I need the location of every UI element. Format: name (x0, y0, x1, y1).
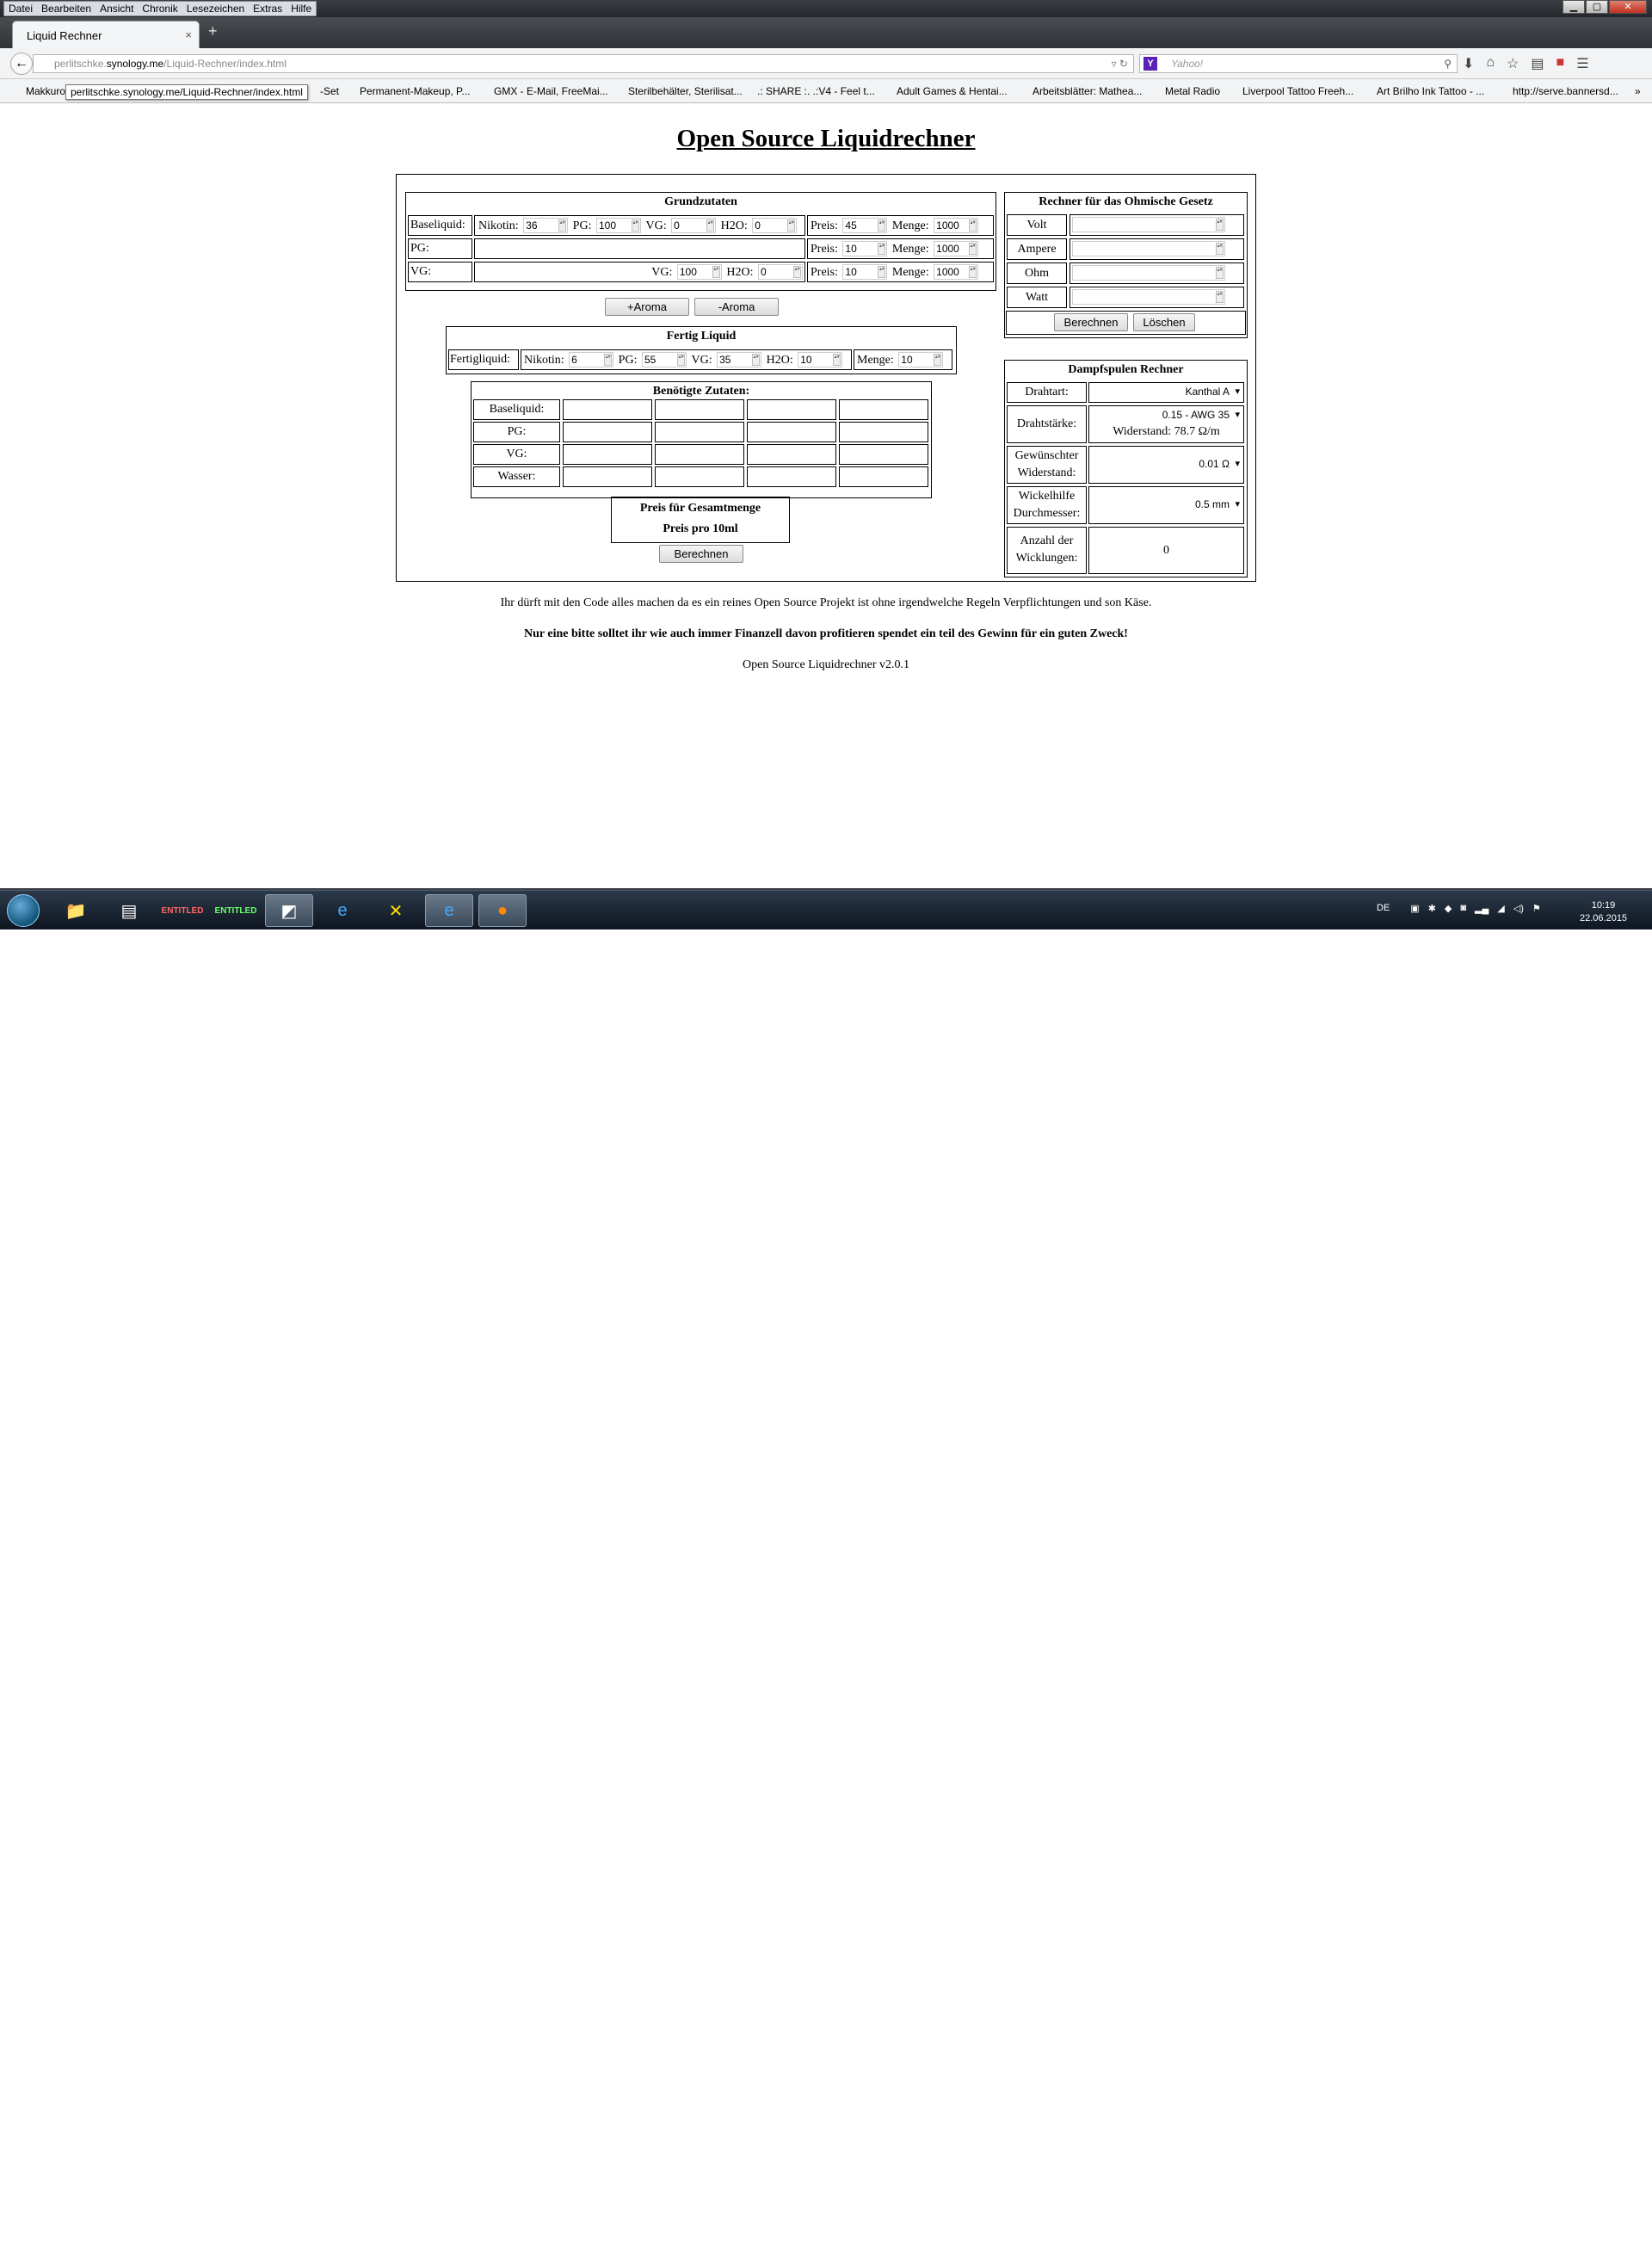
spinner-icon[interactable]: ▴▾ (969, 243, 977, 255)
spinner-icon[interactable]: ▴▾ (878, 243, 885, 255)
menge-label: Menge: (891, 243, 929, 256)
remove-aroma-button[interactable]: -Aroma (694, 298, 779, 316)
clock-date: 22.06.2015 (1580, 913, 1628, 923)
base-menge-input[interactable]: 1000 ▴▾ (934, 218, 978, 233)
add-aroma-button[interactable]: +Aroma (605, 298, 689, 316)
window-app-icon[interactable]: ◩ (265, 894, 313, 927)
bookmark-item[interactable]: Liverpool Tattoo Freeh... (1242, 85, 1354, 97)
preis-label: Preis: (811, 243, 838, 256)
menu-bearbeiten[interactable]: Bearbeiten (41, 3, 92, 15)
wickel-label-line2: Durchmesser: (1013, 507, 1081, 520)
dampf-caption: Dampfspulen Rechner (1068, 363, 1184, 376)
tray-icon[interactable]: ◆ (1444, 904, 1452, 914)
bookmark-item[interactable]: http://serve.bannersd... (1513, 85, 1618, 97)
bookmark-item[interactable]: Metal Radio (1165, 85, 1221, 97)
spinner-icon[interactable]: ▴▾ (934, 354, 941, 366)
spinner-icon[interactable]: ▴▾ (1216, 291, 1224, 303)
tray-icon[interactable]: ✱ (1427, 904, 1436, 914)
vg-row-label: VG: (408, 262, 472, 282)
benoetigt-caption: Benötigte Zutaten: (652, 385, 750, 398)
notepad-icon[interactable]: ▤ (120, 901, 138, 921)
volume-icon[interactable]: ◁) (1513, 904, 1524, 914)
bookmark-item[interactable]: -Set (320, 85, 340, 97)
base-pg-input[interactable]: 100 ▴▾ (596, 218, 641, 233)
spinner-icon[interactable]: ▴▾ (558, 219, 566, 232)
ohm-value-cell (1069, 238, 1244, 260)
spinner-icon[interactable]: ▴▾ (604, 354, 612, 366)
menu-extras[interactable]: Extras (253, 3, 283, 15)
yahoo-logo-icon: Y (1143, 57, 1157, 71)
fertig-composition-cell (521, 349, 852, 370)
bookmarks-overflow-icon[interactable]: » (1635, 85, 1641, 97)
network-icon[interactable]: ▂▄ (1475, 904, 1489, 914)
close-window-button[interactable]: ✕ (1609, 0, 1647, 14)
tray-icon[interactable]: ◙ (1460, 903, 1467, 913)
tab-liquid-rechner[interactable] (12, 21, 200, 48)
fertig-nikotin-input[interactable]: 6 ▴▾ (569, 352, 613, 367)
footer-license-text: Ihr dürft mit den Code alles machen da es ein reines Open Source Projekt ist ohne irgendwelche Regeln Verpflichtungen und son Käse. (500, 596, 1152, 609)
benoetigt-row-label: Wasser: (473, 466, 560, 487)
menu-datei[interactable]: Datei (9, 3, 34, 15)
drahtart-label: Drahtart: (1007, 382, 1087, 403)
vg-menge-input[interactable]: 1000 ▴▾ (934, 264, 978, 280)
page-title: Open Source Liquidrechner (676, 125, 976, 152)
fertigliquid-label: Fertigliquid: (448, 349, 519, 370)
fertig-menge-cell (854, 349, 952, 370)
spinner-icon[interactable]: ▴▾ (833, 354, 841, 366)
benoetigt-value-cell (839, 422, 928, 442)
tab-title: Liquid Rechner (27, 29, 102, 42)
pg-row-label: PG: (408, 238, 472, 259)
footer-version: Open Source Liquidrechner v2.0.1 (743, 658, 909, 671)
fertig-menge-input[interactable]: 10 ▴▾ (898, 352, 943, 367)
spinner-icon[interactable]: ▴▾ (878, 266, 885, 278)
vg-label: VG: (645, 219, 667, 232)
firefox-icon[interactable]: ● (478, 894, 527, 927)
ohm-row-label: Ampere (1007, 238, 1067, 260)
h2o-label: H2O: (720, 219, 748, 232)
widerstand-value: Widerstand: 78.7 Ω/m (1113, 425, 1220, 438)
fertig-pg-input[interactable]: 55 ▴▾ (642, 352, 687, 367)
spinner-icon[interactable]: ▴▾ (878, 219, 885, 232)
vg-label: VG: (691, 354, 712, 367)
close-tab-icon[interactable]: × (185, 28, 192, 41)
calculator-container (396, 174, 1256, 582)
nikotin-label: Nikotin: (524, 354, 564, 367)
spinner-icon[interactable]: ▴▾ (677, 354, 685, 366)
h2o-label: H2O: (766, 354, 793, 367)
ohm-value-cell (1069, 287, 1244, 308)
fertig-h2o-input[interactable]: 10 ▴▾ (798, 352, 842, 367)
benoetigt-value-cell (747, 422, 836, 442)
bookmark-item[interactable]: Sterilbehälter, Sterilisat... (628, 85, 743, 97)
back-button[interactable] (10, 52, 33, 75)
tab-bar (0, 17, 1652, 48)
clock[interactable] (1580, 899, 1627, 925)
start-button[interactable] (7, 894, 40, 927)
pg-menge-input[interactable]: 1000 ▴▾ (934, 241, 978, 256)
spinner-icon[interactable]: ▴▾ (1216, 267, 1224, 279)
preis-label: Preis: (811, 219, 838, 232)
spinner-icon[interactable]: ▴▾ (1216, 243, 1224, 255)
vg-composition-cell (474, 262, 805, 282)
benoetigt-value-cell (839, 444, 928, 465)
url-domain: synology.me (106, 58, 164, 70)
benoetigt-value-cell (655, 466, 744, 487)
internet-explorer-icon[interactable]: e (425, 894, 473, 927)
wickel-label-line1: Wickelhilfe (1018, 490, 1076, 503)
footer-donation-text: Nur eine bitte solltet ihr wie auch immer Finanzell davon profitieren spendet ein teil des Gewinn für ein guten Zweck! (524, 627, 1128, 640)
preis-box (611, 497, 790, 543)
internet-explorer-icon[interactable]: e (337, 900, 348, 920)
menu-ansicht[interactable]: Ansicht (100, 3, 134, 15)
clock-time: 10:19 (1591, 900, 1616, 911)
bookmark-item[interactable]: Permanent-Makeup, P... (360, 85, 471, 97)
base-price-cell (807, 215, 994, 236)
ohm-caption: Rechner für das Ohmische Gesetz (1039, 195, 1213, 208)
download-icon[interactable]: ⬇ (1463, 57, 1475, 71)
bookmark-item[interactable]: .: SHARE :. .:V4 - Feel t... (757, 85, 875, 97)
spinner-icon[interactable]: ▴▾ (787, 219, 795, 232)
spinner-icon[interactable]: ▴▾ (712, 266, 720, 278)
spinner-icon[interactable]: ▴▾ (793, 266, 801, 278)
benoetigt-row-label: VG: (473, 444, 560, 465)
anzahl-label-line2: Wicklungen: (1015, 552, 1078, 565)
preis-gesamtmenge-label: Preis für Gesamtmenge (639, 502, 761, 515)
flag-icon[interactable]: ⚑ (1532, 904, 1541, 914)
new-tab-button[interactable]: + (208, 22, 218, 40)
ohm-loeschen-button[interactable]: Löschen (1133, 313, 1195, 331)
addon-icon[interactable]: ■ (1556, 55, 1565, 70)
app-icon[interactable]: ✕ (388, 901, 404, 921)
navigation-bar (0, 48, 1652, 79)
ohm-value-input[interactable] (1072, 217, 1225, 232)
pg-preis-input[interactable]: 10 ▴▾ (842, 241, 887, 256)
minimize-button[interactable]: ▁ (1563, 0, 1585, 14)
app-icon[interactable]: ENTITLED (214, 905, 257, 916)
vg-h2o-input[interactable]: 0 ▴▾ (758, 264, 803, 280)
ohm-berechnen-button[interactable]: Berechnen (1054, 313, 1128, 331)
grundzutaten-caption: Grundzutaten (664, 195, 737, 208)
wickelhilfe-cell (1088, 486, 1244, 524)
menu-hilfe[interactable]: Hilfe (291, 3, 312, 15)
ohm-row-label: Volt (1007, 214, 1067, 236)
anzahl-wicklungen-value: 0 (1088, 527, 1244, 574)
tray-icon[interactable]: ▣ (1410, 904, 1420, 914)
explorer-icon[interactable]: 📁 (65, 901, 87, 921)
gewuenscht-widerstand-select[interactable]: 0.01 Ω ▾ (1091, 458, 1242, 472)
base-nikotin-input[interactable]: 36 ▴▾ (523, 218, 568, 233)
benoetigt-row-label: PG: (473, 422, 560, 442)
h2o-label: H2O: (726, 266, 754, 279)
url-prefix: perlitschke. (54, 58, 107, 70)
ohm-value-input[interactable] (1072, 265, 1225, 281)
baseliquid-label: Baseliquid: (408, 215, 472, 236)
gewuenscht-cell (1088, 446, 1244, 484)
bookmark-star-icon[interactable]: ☆ (1507, 57, 1519, 71)
benoetigt-value-cell (747, 444, 836, 465)
bookmark-item[interactable]: Art Brilho Ink Tattoo - ... (1377, 85, 1485, 97)
fertig-caption: Fertig Liquid (666, 330, 737, 343)
ohm-value-cell (1069, 214, 1244, 236)
anzahl-label (1007, 527, 1087, 574)
back-arrow-icon: ← (15, 56, 28, 71)
drahtstaerke-select[interactable]: 0.15 - AWG 35 ▾ (1091, 409, 1242, 423)
benoetigt-value-cell (839, 399, 928, 420)
benoetigt-value-cell (563, 466, 652, 487)
url-tooltip: perlitschke.synology.me/Liquid-Rechner/index.html (65, 84, 308, 100)
menu-hamburger-icon[interactable]: ☰ (1576, 57, 1589, 71)
benoetigt-value-cell (563, 444, 652, 465)
search-input[interactable] (1139, 54, 1458, 73)
vg-vg-input[interactable]: 100 ▴▾ (677, 264, 722, 280)
benoetigt-value-cell (839, 466, 928, 487)
language-indicator[interactable]: DE (1377, 903, 1390, 913)
nikotin-label: Nikotin: (478, 219, 519, 232)
benoetigt-value-cell (563, 422, 652, 442)
benoetigt-value-cell (655, 399, 744, 420)
spinner-icon[interactable]: ▴▾ (752, 354, 760, 366)
ohm-value-cell (1069, 262, 1244, 284)
fertig-liquid-table (446, 326, 957, 374)
base-preis-input[interactable]: 45 ▴▾ (842, 218, 887, 233)
benoetigt-value-cell (655, 422, 744, 442)
benoetigt-row-label: Baseliquid: (473, 399, 560, 420)
spinner-icon[interactable]: ▴▾ (706, 219, 714, 232)
home-icon[interactable]: ⌂ (1486, 55, 1495, 70)
bookmark-item[interactable]: GMX - E-Mail, FreeMai... (494, 85, 608, 97)
bookmark-item[interactable]: Makkuro (26, 85, 66, 97)
pg-price-cell (807, 238, 994, 259)
anzahl-label-line1: Anzahl der (1020, 534, 1074, 547)
vg-label: VG: (651, 266, 673, 279)
bookmark-item[interactable]: Arbeitsblätter: Mathea... (1032, 85, 1143, 97)
menge-label: Menge: (891, 266, 929, 279)
gewuenscht-label (1007, 446, 1087, 484)
benoetigt-value-cell (747, 399, 836, 420)
benoetigt-value-cell (655, 444, 744, 465)
preis-pro-10ml-label: Preis pro 10ml (663, 522, 738, 535)
spinner-icon[interactable]: ▴▾ (969, 219, 977, 232)
wickelhilfe-select[interactable]: 0.5 mm ▾ (1091, 498, 1242, 512)
gewuenscht-label-line2: Widerstand: (1017, 466, 1076, 479)
grundzutaten-table (405, 192, 996, 291)
fertig-vg-input[interactable]: 35 ▴▾ (717, 352, 761, 367)
ohm-value-input[interactable] (1072, 241, 1225, 256)
drahtart-cell (1088, 382, 1244, 403)
ohm-value-input[interactable] (1072, 289, 1225, 305)
menu-chronik[interactable]: Chronik (142, 3, 178, 15)
ohm-row-label: Ohm (1007, 262, 1067, 284)
base-composition-cell (474, 215, 805, 236)
menu-bar (0, 0, 1652, 17)
spinner-icon[interactable]: ▴▾ (632, 219, 639, 232)
search-icon[interactable]: ⚲ (1444, 58, 1452, 70)
maximize-button[interactable]: ▢ (1586, 0, 1608, 14)
menu-lesezeichen[interactable]: Lesezeichen (186, 3, 245, 15)
drahtart-select[interactable]: Kanthal A ▾ (1091, 386, 1242, 399)
search-placeholder: Yahoo! (1171, 58, 1204, 70)
pg-composition-cell (474, 238, 805, 259)
drahtstaerke-label: Drahtstärke: (1007, 405, 1087, 443)
clipboard-icon[interactable]: ▤ (1531, 57, 1544, 71)
vg-price-cell (807, 262, 994, 282)
berechnen-button[interactable]: Berechnen (659, 545, 743, 563)
gewuenscht-label-line1: Gewünschter (1014, 449, 1079, 462)
benoetigt-value-cell (747, 466, 836, 487)
app-icon[interactable]: ENTITLED (161, 905, 204, 916)
url-path: /Liquid-Rechner/index.html (163, 58, 287, 70)
reload-icon[interactable]: ▿ ↻ (1111, 58, 1128, 70)
base-vg-input[interactable]: 0 ▴▾ (671, 218, 716, 233)
warning-icon[interactable]: ◢ (1497, 904, 1505, 914)
bookmark-item[interactable]: Adult Games & Hentai... (897, 85, 1008, 97)
menge-label: Menge: (857, 354, 894, 367)
pg-label: PG: (572, 219, 592, 232)
url-bar[interactable] (33, 54, 1134, 73)
system-tray (1377, 903, 1541, 914)
menge-label: Menge: (891, 219, 929, 232)
benoetigt-value-cell (563, 399, 652, 420)
wickelhilfe-label (1007, 486, 1087, 524)
preis-label: Preis: (811, 266, 838, 279)
drahtstaerke-cell (1088, 405, 1244, 443)
ohm-row-label: Watt (1007, 287, 1067, 308)
taskbar (0, 890, 1652, 929)
base-h2o-input[interactable]: 0 ▴▾ (752, 218, 797, 233)
spinner-icon[interactable]: ▴▾ (1216, 219, 1224, 231)
vg-preis-input[interactable]: 10 ▴▾ (842, 264, 887, 280)
spinner-icon[interactable]: ▴▾ (969, 266, 977, 278)
pg-label: PG: (618, 354, 638, 367)
